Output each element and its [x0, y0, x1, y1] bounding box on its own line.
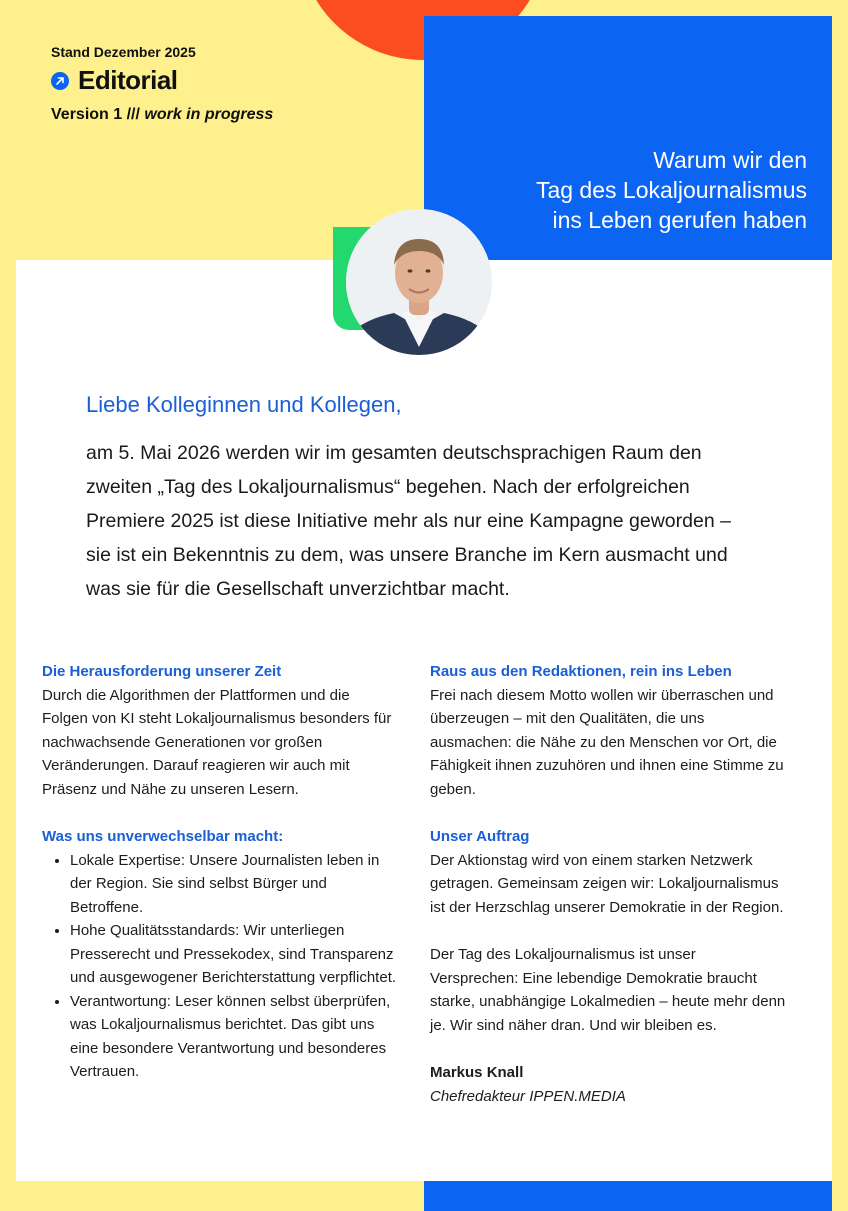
headline-line-1: Warum wir den	[653, 147, 807, 173]
arrow-up-right-icon	[51, 72, 69, 90]
section-title: Editorial	[78, 65, 178, 95]
mission-section-title: Unser Auftrag	[430, 828, 530, 845]
document-header	[51, 44, 273, 124]
version-number: Version 1 ///	[51, 106, 140, 123]
list-item: • Hohe Qualitätsstandards: Wir unterliegen Presserecht und Pressekodex, sind Transparenz und ausgewogener Berichterstattung verpflichtet.	[70, 919, 398, 990]
letter-salutation: Liebe Kolleginnen und Kollegen,	[86, 392, 402, 417]
signature-name: Markus Knall	[430, 1064, 524, 1081]
mission-section-body: Der Aktionstag wird von einem starken Netzwerk getragen. Gemeinsam zeigen wir: Lokaljournalismus ist der Herzschlag unserer Demokratie in der Region.	[430, 851, 784, 916]
right-column	[430, 660, 786, 1108]
left-column	[42, 660, 398, 1084]
section-heading-row	[51, 65, 273, 96]
distinctive-list	[42, 849, 398, 1084]
headline-line-2: Tag des Lokaljournalismus	[535, 177, 807, 203]
version-status: work in progress	[144, 106, 274, 123]
motto-section-body: Frei nach diesem Motto wollen wir überraschen und überzeugen – mit den Qualitäten, die uns ausmachen: die Nähe zu den Menschen vor Ort, die Fähigkeit ihnen zuzuhören und ihnen eine Stimme zu geben.	[430, 686, 784, 798]
date-label: Stand Dezember 2025	[51, 44, 196, 60]
list-item: • Lokale Expertise: Unsere Journalisten leben in der Region. Sie sind selbst Bürger und Betroffene.	[70, 849, 398, 920]
list-item: • Verantwortung: Leser können selbst überprüfen, was Lokaljournalismus berichtet. Das gibt uns eine besondere Verantwortung und besonderes Vertrauen.	[70, 990, 398, 1084]
challenge-section-body: Durch die Algorithmen der Plattformen und die Folgen von KI steht Lokaljournalismus besonders für nachwachsende Generationen vor großen Veränderungen. Darauf reagieren wir auch mit Präsenz und Nähe zu unseren Lesern.	[42, 686, 392, 798]
headline	[440, 145, 807, 235]
closing-paragraph: Der Tag des Lokaljournalismus ist unser Versprechen: Eine lebendige Demokratie braucht starke, unabhängige Lokalmedien – heute mehr denn je. Wir sind näher dran. Und wir bleiben es.	[430, 946, 786, 1034]
version-label	[51, 106, 273, 124]
signature-role: Chefredakteur IPPEN.MEDIA	[430, 1087, 626, 1105]
distinctive-section-title: Was uns unverwechselbar macht:	[42, 828, 284, 845]
letter-intro: am 5. Mai 2026 werden wir im gesamten deutschsprachigen Raum den zweiten „Tag des Lokaljournalismus“ begehen. Nach der erfolgreichen Premiere 2025 ist diese Initiative mehr als nur eine Kampagne geworden – sie ist ein Bekenntnis zu dem, was unsere Branche im Kern ausmacht und was sie für die Gesellschaft unverzichtbar macht.	[86, 442, 731, 600]
motto-section-title: Raus aus den Redaktionen, rein ins Leben	[430, 663, 732, 680]
challenge-section-title: Die Herausforderung unserer Zeit	[42, 663, 282, 680]
headline-line-3: ins Leben gerufen haben	[552, 207, 807, 233]
decorative-blue-footer-bar	[424, 1181, 832, 1211]
